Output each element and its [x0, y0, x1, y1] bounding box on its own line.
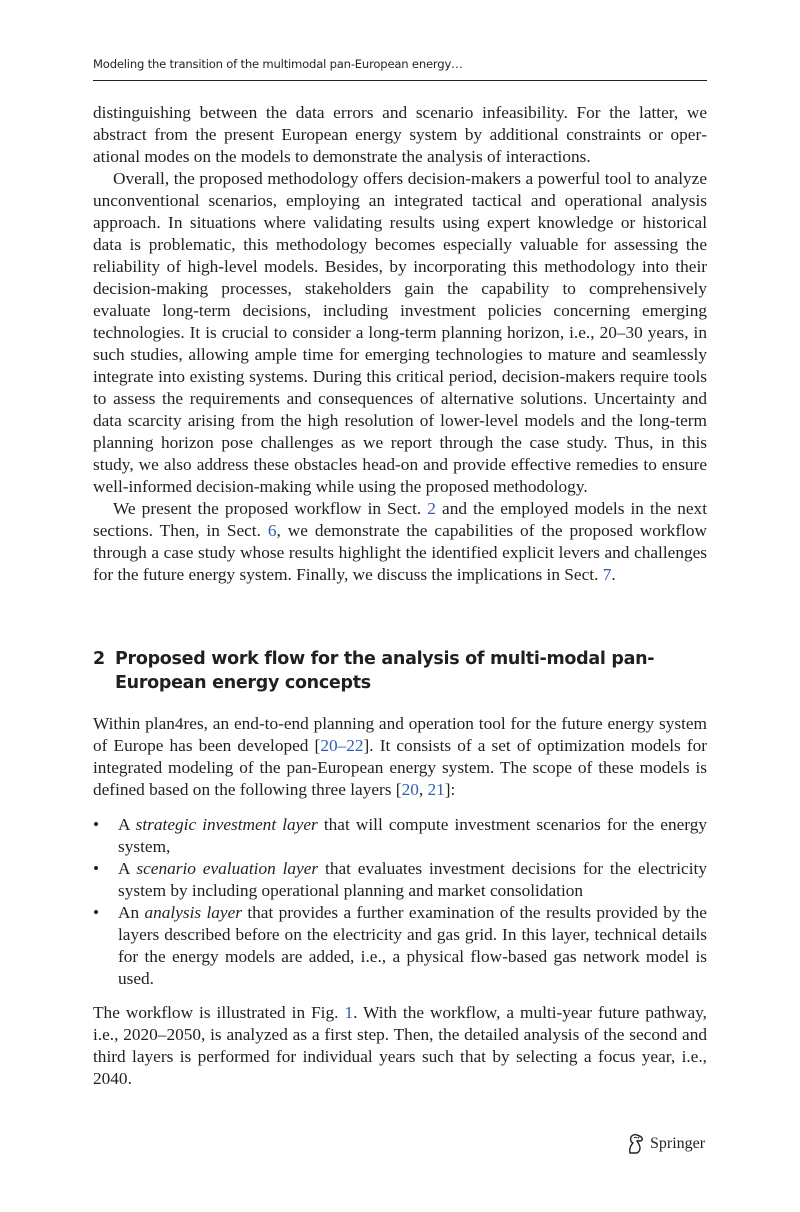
- section-ref-link[interactable]: 7: [602, 565, 612, 584]
- paragraph-3-text: , we demonstrate the capabilities of the proposed workflow through a case study whose results highlight the identified explicit levers and challenges for the future energy system. Finally, we discuss the implications in Sect.: [93, 521, 707, 584]
- section-heading: [93, 647, 707, 695]
- list-item-text: that will compute investment scenarios for the energy system,: [118, 815, 707, 856]
- paragraph-3-text: .: [611, 565, 616, 584]
- intro-text: ]:: [444, 780, 456, 799]
- list-item-prefix: An: [118, 903, 145, 922]
- intro-text: Within plan4res, an end-to-end planning and operation tool for the future energy system of Europe has been developed [: [93, 714, 707, 755]
- springer-horse-icon: [626, 1133, 645, 1155]
- paragraph-3-text: We present the proposed workflow in Sect.: [113, 499, 428, 518]
- paragraph-3: [93, 498, 707, 586]
- paragraph-1: distinguishing between the data errors and scenario infeasibility. For the latter, we abstract from the present European energy system by additional constraints or operational modes on the models to demonstrate the analysis of interactions.: [93, 103, 707, 166]
- body-text: [93, 102, 707, 586]
- citation-link[interactable]: 20: [401, 780, 419, 799]
- paragraph-3-text: and the employed models in the next sections. Then, in Sect.: [93, 499, 707, 540]
- bullet-icon: •: [93, 903, 100, 922]
- section-ref-link[interactable]: 6: [267, 521, 277, 540]
- list-item: [93, 902, 707, 990]
- list-item: [93, 858, 707, 902]
- publisher-name: Springer: [650, 1135, 706, 1152]
- list-item-prefix: A: [118, 859, 137, 878]
- list-item-term: scenario evaluation layer: [136, 859, 319, 878]
- closing-paragraph: [93, 1002, 707, 1090]
- section-title: Proposed work flow for the analysis of multi-modal pan-European energy concepts: [115, 649, 655, 693]
- citation-link[interactable]: 20–22: [320, 736, 364, 755]
- paragraph-2: Overall, the proposed methodology offers decision-makers a powerful tool to analyze unconventional scenarios, employing an integrated tactical and operational analysis approach. In situations where validating results using expert knowledge or historical data is problematic, this methodology becomes especially valuable for assessing the reliability of high-level models. Besides, by incorporating this methodology into their decision-making processes, stakeholders gain the capability to comprehensively evaluate long-term decisions, including investment policies concerning emerging technologies. It is crucial to consider a long-term planning horizon, i.e., 20–30 years, in such studies, allowing ample time for emerging technologies to mature and seamlessly integrate into existing systems. During this critical period, decision-makers require tools to assess the requirements and consequences of alternative solutions. Uncertainty and data scarcity arising from the high resolution of lower-level models and the long-term planning horizon pose challenges as we report through the case study. Thus, in this study, we also address these obstacles head-on and provide effective remedies to ensure well-informed decision-making while using the proposed methodology.: [93, 169, 707, 496]
- section-ref-link[interactable]: 2: [427, 499, 436, 518]
- closing-text: The workflow is illustrated in Fig.: [93, 1003, 345, 1022]
- list-item-prefix: A: [118, 815, 136, 834]
- list-item-term: strategic investment layer: [135, 815, 318, 834]
- section-intro-paragraph: [93, 713, 707, 801]
- publisher-logo: [626, 1132, 705, 1156]
- figure-ref-link[interactable]: 1: [344, 1003, 354, 1022]
- list-item: [93, 814, 707, 858]
- bullet-icon: •: [93, 859, 100, 878]
- layer-list: [93, 814, 707, 990]
- section-number: 2: [93, 649, 105, 669]
- intro-text: ,: [418, 780, 428, 799]
- intro-text: ]. It consists of a set of optimization models for integrated modeling of the pan-European energy system. The scope of these models is defined based on the following three layers [: [93, 736, 708, 799]
- running-head: Modeling the transition of the multimodal pan-European energy…: [93, 57, 463, 71]
- list-item-term: analysis layer: [144, 903, 242, 922]
- citation-link[interactable]: 21: [427, 780, 445, 799]
- closing-text: . With the workflow, a multi-year future pathway, i.e., 2020–2050, is analyzed as a first step. Then, the detailed analysis of the second and third layers is performed for individual years such that by selecting a focus year, i.e., 2040.: [93, 1003, 708, 1088]
- list-item-text: that evaluates investment decisions for the electricity system by including operational planning and market consolidation: [118, 859, 707, 900]
- journal-page: [93, 0, 707, 1212]
- bullet-icon: •: [93, 815, 100, 834]
- section-body: [93, 713, 707, 1090]
- header-rule: [93, 80, 707, 81]
- list-item-text: that provides a further examination of the results provided by the layers described before on the electricity and gas grid. In this layer, technical details for the energy models are added, i.e., a physical flow-based gas network model is used.: [118, 903, 707, 988]
